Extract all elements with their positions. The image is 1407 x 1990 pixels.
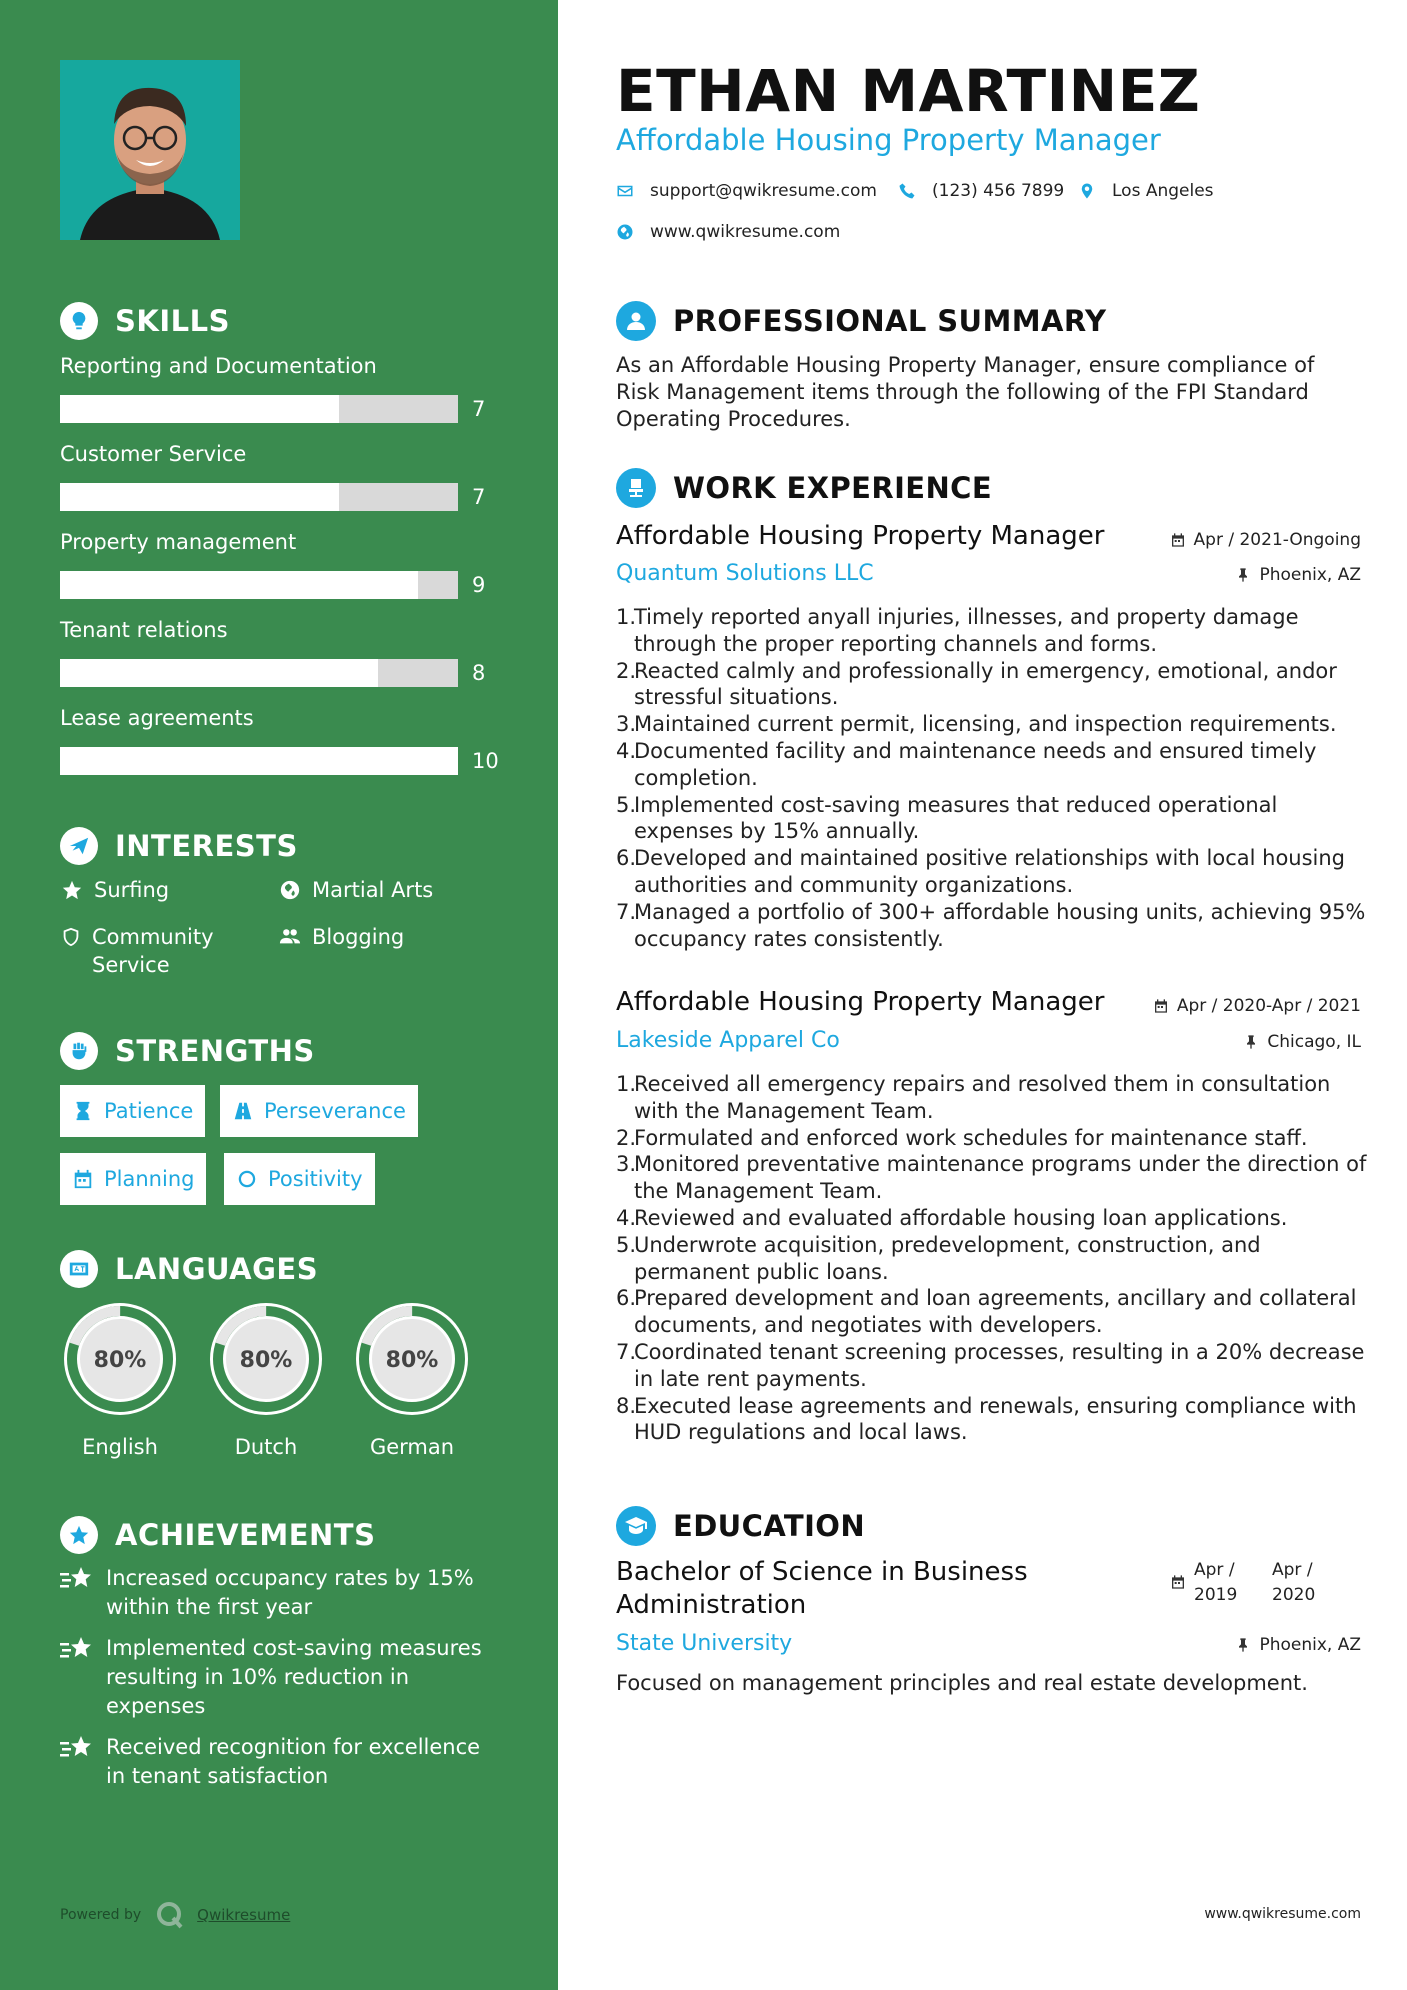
list-item: 6. Developed and maintained positive relationships with local housing authorities and community organizations. [616, 846, 1346, 897]
job-location [1243, 1032, 1361, 1052]
users-icon [278, 925, 302, 949]
language-ring [58, 1297, 182, 1421]
language-icon [60, 1250, 98, 1288]
strength-tag [224, 1153, 375, 1205]
language-ring [204, 1297, 328, 1421]
experience-title: WORK EXPERIENCE [673, 471, 993, 505]
language-percent: 80% [385, 1348, 439, 1373]
contact-email[interactable] [616, 181, 877, 201]
pushpin-icon [1235, 567, 1251, 583]
language-percent: 80% [239, 1348, 293, 1373]
star-icon [60, 878, 84, 902]
contact-website[interactable] [616, 222, 840, 242]
skill-bar-fill [60, 571, 418, 599]
list-item: 1. Received all emergency repairs and resolved them in consultation with the Management Team. [616, 1072, 1331, 1123]
qwikresume-link[interactable]: Qwikresume [197, 1906, 291, 1924]
skill-item [60, 439, 500, 509]
education-heading [616, 1506, 865, 1546]
achievement-text: Received recognition for excellence in tenant satisfaction [106, 1735, 481, 1788]
language-item [58, 1297, 182, 1459]
strength-tag [60, 1153, 206, 1205]
summary-title: PROFESSIONAL SUMMARY [673, 304, 1107, 338]
skill-item [60, 527, 500, 597]
achievement-item [60, 1733, 500, 1791]
contact-phone[interactable] [898, 181, 1064, 201]
list-item: 3. Maintained current permit, licensing, and inspection requirements. [616, 712, 1337, 737]
experience-heading [616, 468, 992, 508]
achievement-item [60, 1564, 500, 1622]
sun-icon [236, 1168, 258, 1190]
office-chair-icon [616, 468, 656, 508]
calendar-icon [1153, 998, 1169, 1014]
interest-item [60, 923, 240, 979]
summary-heading [616, 301, 1106, 341]
globe-icon [616, 223, 634, 241]
pushpin-icon [1243, 1034, 1259, 1050]
phone-text[interactable]: (123) 456 7899 [932, 181, 1065, 201]
list-item: 7. Coordinated tenant screening processes, resulting in a 20% decrease in late rent payments. [616, 1339, 1365, 1391]
skill-bar [60, 571, 458, 599]
strengths-heading [60, 1032, 315, 1070]
strength-label: Perseverance [264, 1099, 406, 1123]
job-location [1235, 565, 1361, 585]
calendar-icon [1170, 1574, 1186, 1590]
shield-icon [60, 925, 82, 949]
strength-tag [220, 1085, 418, 1137]
interest-label: Community Service [92, 925, 214, 977]
education-description: Focused on management principles and real estate development. [616, 1671, 1308, 1695]
language-name: English [82, 1435, 158, 1459]
calendar-icon [72, 1168, 94, 1190]
achievements-title: ACHIEVEMENTS [115, 1518, 376, 1552]
strength-tag [60, 1085, 205, 1137]
achievement-text: Implemented cost-saving measures resulting in 10% reduction in expenses [106, 1636, 482, 1718]
interest-item [278, 923, 404, 951]
skill-name: Property management [60, 530, 297, 554]
hourglass-icon [72, 1100, 94, 1122]
job-date-text: Apr / 2021-Ongoing [1193, 530, 1361, 550]
list-item: 6. Prepared development and loan agreements, ancillary and collateral documents, and negotiates with developers. [616, 1286, 1357, 1338]
star-badge-icon [60, 1516, 98, 1554]
achievements-heading [60, 1516, 375, 1554]
job-title: Affordable Housing Property Manager [616, 521, 1105, 551]
strength-label: Patience [104, 1099, 194, 1123]
job-bullets [616, 1071, 1376, 1446]
email-text[interactable]: support@qwikresume.com [650, 181, 877, 201]
candidate-title: Affordable Housing Property Manager [616, 123, 1161, 157]
skill-item [60, 703, 500, 773]
skill-item [60, 615, 500, 685]
globe-icon [278, 878, 302, 902]
sidebar [0, 0, 558, 1990]
school-name: State University [616, 1631, 793, 1656]
job-company: Lakeside Apparel Co [616, 1028, 840, 1053]
job-location-text: Phoenix, AZ [1259, 565, 1361, 585]
degree-title: Bachelor of Science in Business Administration [616, 1557, 1028, 1620]
main-content [558, 0, 1407, 1990]
phone-icon [898, 182, 916, 200]
interest-label: Martial Arts [312, 878, 434, 902]
pushpin-icon [1235, 1637, 1251, 1653]
location-text: Los Angeles [1112, 181, 1214, 201]
list-item: 7. Managed a portfolio of 300+ affordable housing units, achieving 95% occupancy rates consistently. [616, 899, 1366, 951]
qwikresume-logo-icon [155, 1900, 185, 1930]
skill-bar-fill [60, 747, 458, 775]
list-item: 8. Executed lease agreements and renewals, ensuring compliance with HUD regulations and local laws. [616, 1393, 1357, 1445]
list-item: 4. Documented facility and maintenance needs and ensured timely completion. [616, 738, 1317, 790]
skill-bar-fill [60, 395, 339, 423]
skills-heading [60, 302, 230, 340]
lightbulb-icon [60, 302, 98, 340]
skill-bar-fill [60, 659, 378, 687]
interests-heading [60, 827, 298, 865]
skill-score: 9 [472, 573, 486, 597]
skill-score: 7 [472, 397, 486, 421]
candidate-name: ETHAN MARTINEZ [616, 57, 1201, 125]
user-icon [616, 301, 656, 341]
skill-bar-fill [60, 483, 339, 511]
interest-label: Surfing [94, 878, 170, 902]
education-date-start: Apr / 2019 [1194, 1560, 1238, 1605]
education-location [1235, 1635, 1361, 1655]
shooting-star-icon [60, 1634, 94, 1664]
skill-bar [60, 483, 458, 511]
list-item: 4. Reviewed and evaluated affordable housing loan applications. [616, 1205, 1288, 1230]
language-name: German [369, 1435, 455, 1459]
language-item [350, 1297, 474, 1459]
interests-title: INTERESTS [115, 829, 298, 863]
strength-label: Positivity [268, 1167, 363, 1191]
list-item: 3. Monitored preventative maintenance programs under the direction of the Management Team. [616, 1152, 1367, 1204]
skill-name: Tenant relations [60, 618, 228, 642]
interest-label: Blogging [312, 925, 405, 949]
map-pin-icon [1078, 182, 1096, 200]
shooting-star-icon [60, 1564, 94, 1594]
education-date-end: Apr / 2020 [1272, 1560, 1316, 1605]
list-item: 2. Reacted calmly and professionally in emergency, emotional, andor stressful situations. [616, 658, 1337, 710]
list-item: 5. Implemented cost-saving measures that reduced operational expenses by 15% annually. [616, 792, 1278, 844]
education-location-text: Phoenix, AZ [1259, 1635, 1361, 1655]
job-title: Affordable Housing Property Manager [616, 987, 1105, 1017]
contact-location [1078, 181, 1214, 201]
profile-photo [60, 60, 240, 240]
road-icon [232, 1100, 254, 1122]
skill-bar [60, 659, 458, 687]
languages-title: LANGUAGES [115, 1252, 319, 1286]
fist-icon [60, 1032, 98, 1070]
education-title: EDUCATION [673, 1509, 866, 1543]
job-date-text: Apr / 2020-Apr / 2021 [1176, 996, 1361, 1016]
skills-title: SKILLS [115, 304, 230, 338]
language-percent: 80% [93, 1348, 147, 1373]
strength-label: Planning [104, 1167, 195, 1191]
paper-plane-icon [60, 827, 98, 865]
skill-bar [60, 395, 458, 423]
footer-url[interactable]: www.qwikresume.com [1204, 1906, 1361, 1922]
list-item: 2. Formulated and enforced work schedules for maintenance staff. [616, 1125, 1308, 1150]
language-name: Dutch [234, 1435, 298, 1459]
skill-name: Lease agreements [60, 706, 254, 730]
calendar-icon [1170, 532, 1186, 548]
powered-by [60, 1900, 290, 1930]
website-text[interactable]: www.qwikresume.com [650, 222, 841, 242]
job-company: Quantum Solutions LLC [616, 561, 874, 586]
interest-item [60, 876, 169, 904]
skill-item [60, 351, 500, 421]
skill-score: 8 [472, 661, 486, 685]
powered-by-text: Powered by [60, 1907, 142, 1923]
job-bullets [616, 604, 1376, 952]
envelope-icon [616, 182, 634, 200]
skill-name: Customer Service [60, 442, 247, 466]
list-item: 1. Timely reported anyall injuries, illnesses, and property damage through the proper reporting channels and forms. [616, 605, 1299, 656]
job-date [1170, 530, 1361, 550]
skill-score: 10 [472, 749, 499, 773]
shooting-star-icon [60, 1733, 94, 1763]
list-item: 5. Underwrote acquisition, predevelopment, construction, and permanent public loans. [616, 1232, 1261, 1284]
language-item [204, 1297, 328, 1459]
skill-name: Reporting and Documentation [60, 354, 377, 378]
graduation-icon [616, 1506, 656, 1546]
job-date [1153, 996, 1361, 1016]
languages-heading [60, 1250, 318, 1288]
achievement-text: Increased occupancy rates by 15% within the first year [106, 1566, 474, 1619]
skill-bar [60, 747, 458, 775]
education-date [1170, 1558, 1350, 1608]
skill-score: 7 [472, 485, 486, 509]
achievement-item [60, 1634, 500, 1721]
strengths-title: STRENGTHS [115, 1034, 315, 1068]
summary-text: As an Affordable Housing Property Manager, ensure compliance of Risk Management items through the following of the FPI Standard Operating Procedures. [616, 353, 1315, 431]
language-ring [350, 1297, 474, 1421]
job-location-text: Chicago, IL [1267, 1032, 1361, 1052]
interest-item [278, 876, 433, 904]
